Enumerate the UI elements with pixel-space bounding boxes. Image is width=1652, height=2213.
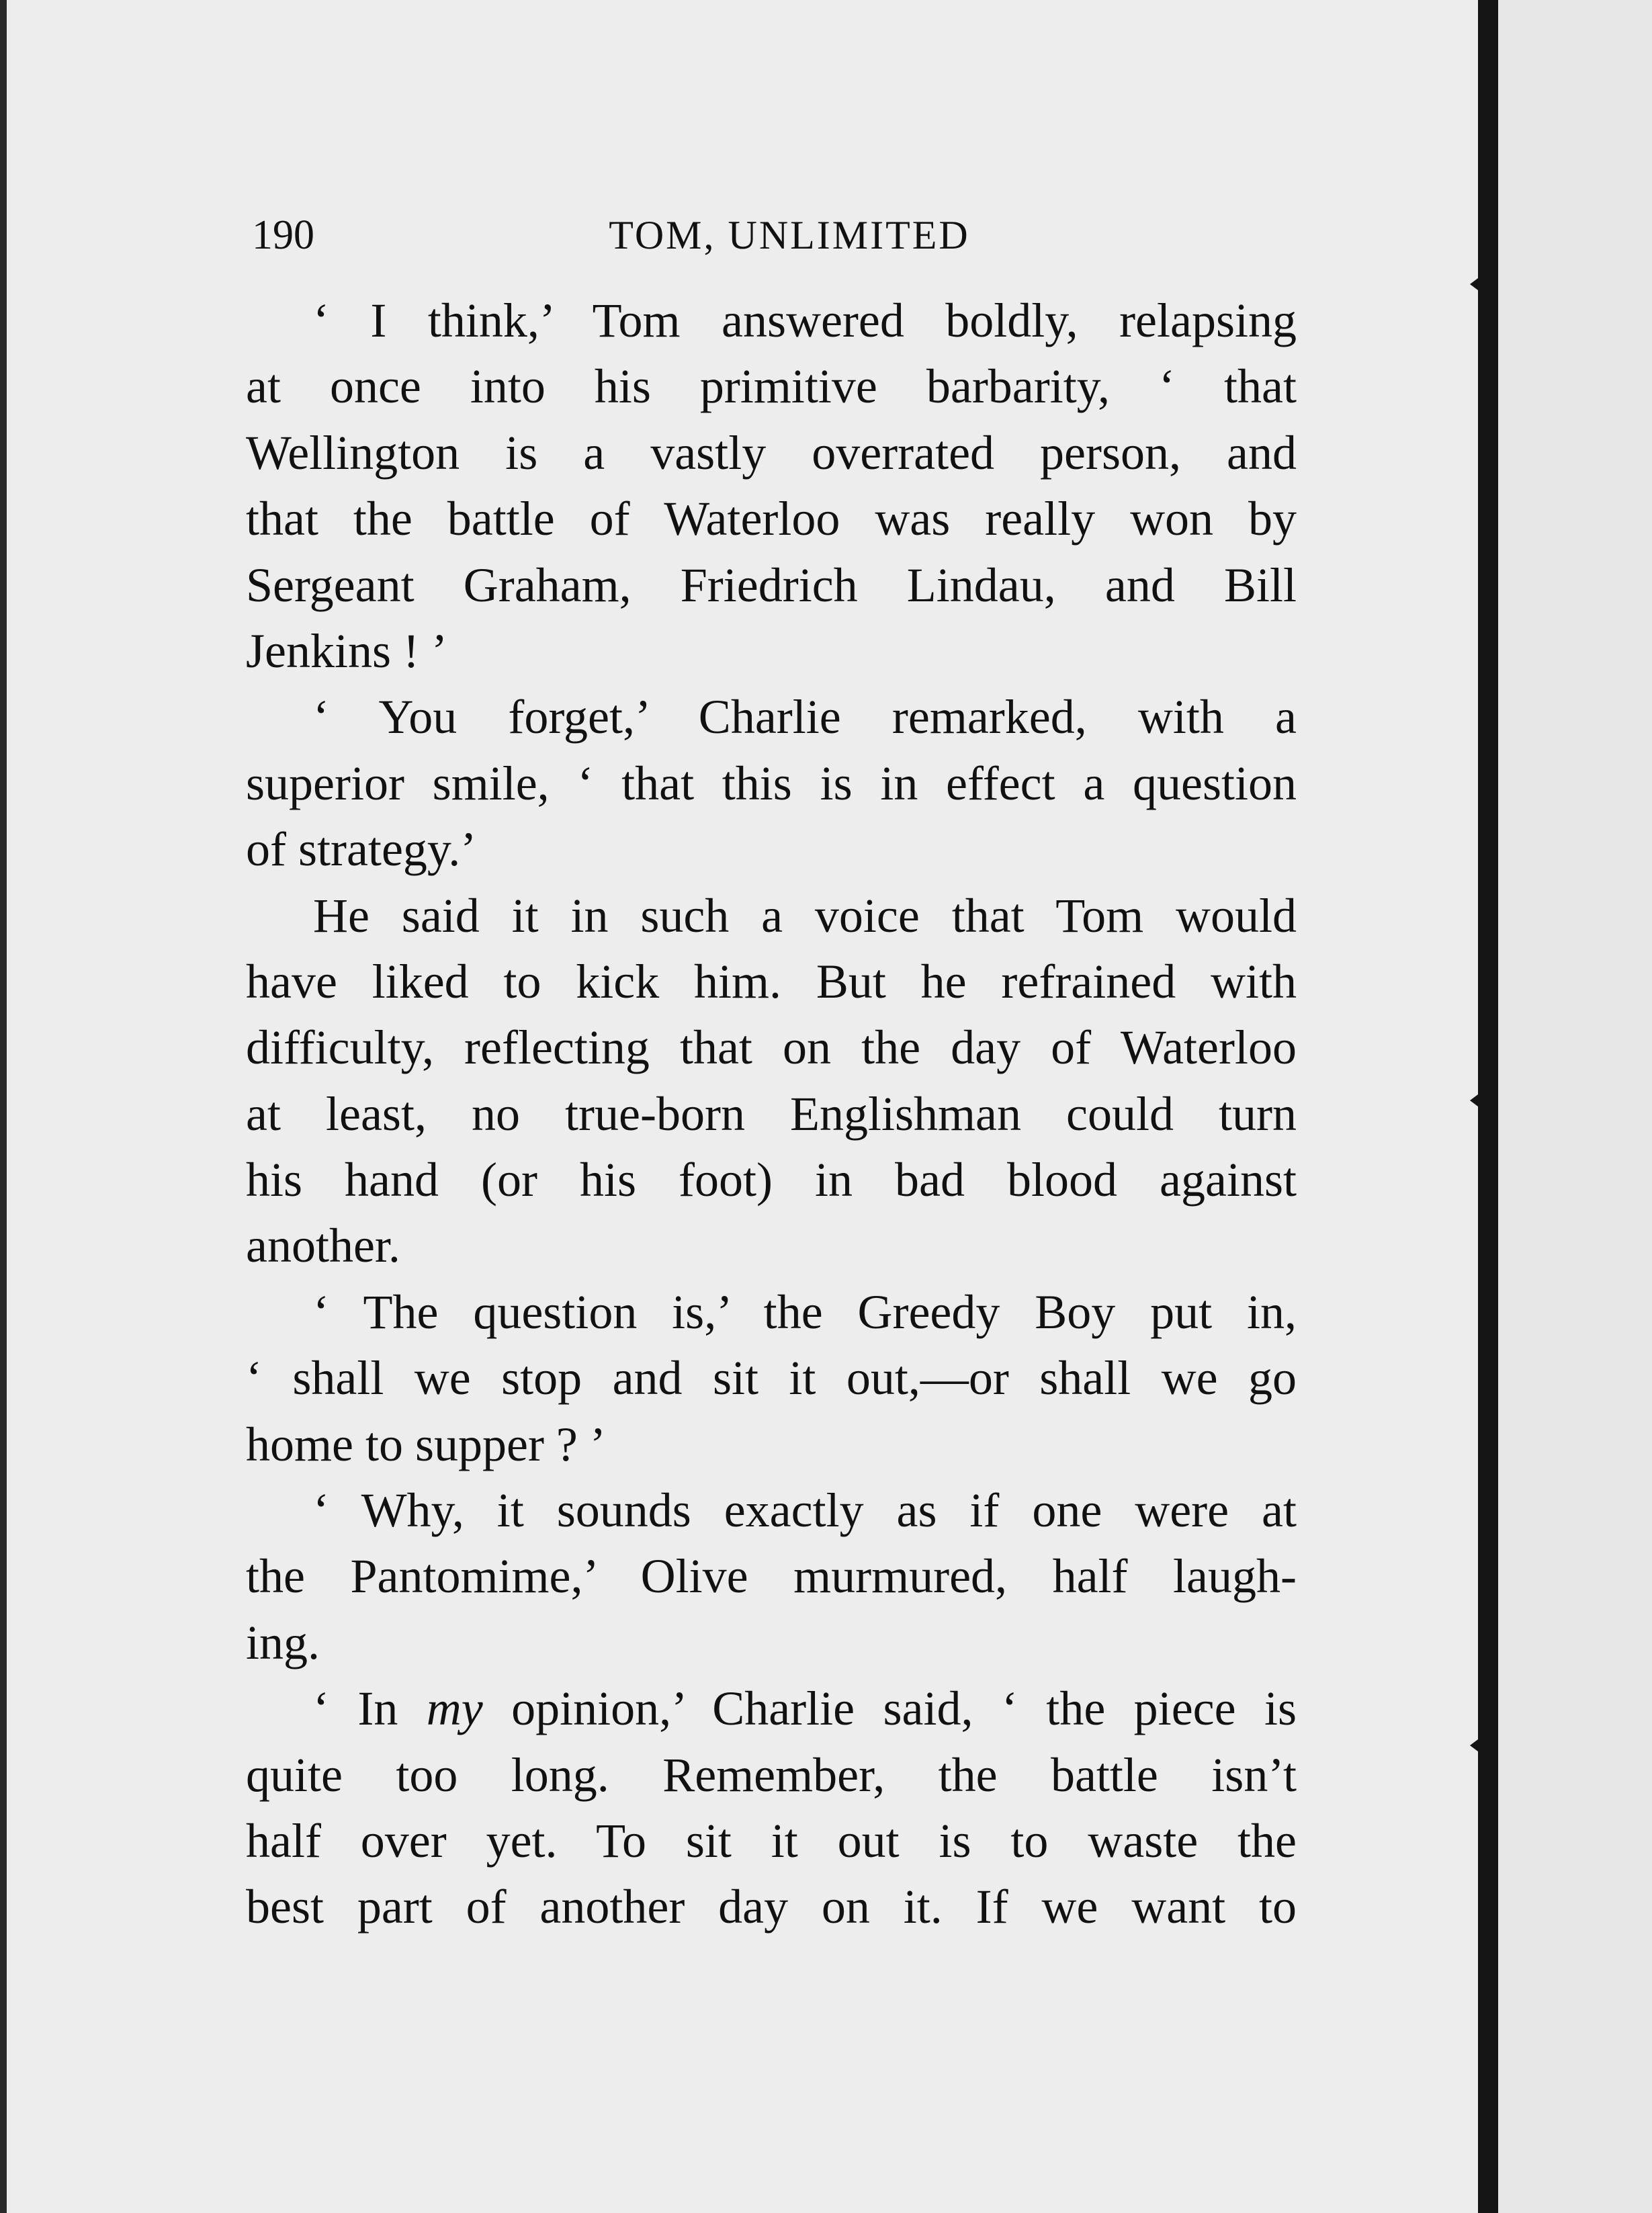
paragraph <box>246 1477 1297 1676</box>
page-header <box>252 205 1300 265</box>
text-line: another. <box>246 1219 400 1273</box>
text-line: have liked to kick him. But he refrained with <box>246 954 1297 1008</box>
adjacent-page-edge <box>1498 0 1652 2213</box>
gutter-notch <box>1470 1088 1486 1113</box>
text-line: ‘ Why, it sounds exactly as if one were at <box>313 1483 1297 1538</box>
text-line: best part of another day on it. If we want to <box>246 1880 1297 1934</box>
gutter-notch <box>1470 272 1486 296</box>
text-line: half over yet. To sit it out is to waste the <box>246 1813 1297 1868</box>
text-line: quite too long. Remember, the battle isn’t <box>246 1747 1297 1802</box>
text-line: at once into his primitive barbarity, ‘ that <box>246 359 1297 414</box>
paragraph <box>246 883 1297 1279</box>
paragraph <box>246 1676 1297 1940</box>
text-line: ing. <box>246 1615 320 1669</box>
text-line: home to supper ? ’ <box>246 1417 606 1471</box>
text-line: difficulty, reflecting that on the day of Waterloo <box>246 1021 1297 1075</box>
text-line: ‘ I think,’ Tom answered boldly, relapsing <box>313 294 1297 347</box>
paragraph <box>246 684 1297 882</box>
text-line: the Pantomime,’ Olive murmured, half laugh- <box>246 1549 1297 1604</box>
text-line: ‘ In my opinion,’ Charlie said, ‘ the piece is <box>313 1682 1297 1736</box>
text-line: superior smile, ‘ that this is in effect a question <box>246 756 1297 810</box>
text-line: at least, no true-born Englishman could turn <box>246 1086 1297 1141</box>
paragraph <box>246 288 1297 684</box>
text-line: Jenkins ! ’ <box>246 623 447 678</box>
emphasis: my <box>426 1682 483 1736</box>
page-number: 190 <box>252 212 314 258</box>
text-line: ‘ shall we stop and sit it out,—or shall we go <box>246 1351 1297 1405</box>
running-title: TOM, UNLIMITED <box>609 213 970 257</box>
text-line: Wellington is a vastly overrated person, and <box>246 425 1297 480</box>
text-line: that the battle of Waterloo was really won by <box>246 492 1297 546</box>
paragraph <box>246 1279 1297 1477</box>
text-line: Sergeant Graham, Friedrich Lindau, and Bill <box>246 558 1297 612</box>
text-line: his hand (or his foot) in bad blood against <box>246 1153 1297 1207</box>
text-line: He said it in such a voice that Tom would <box>313 888 1297 943</box>
text-line: of strategy.’ <box>246 822 477 877</box>
body-text <box>246 288 1297 1940</box>
gutter-notch <box>1470 1733 1486 1758</box>
text-line: ‘ The question is,’ the Greedy Boy put in, <box>313 1285 1297 1339</box>
text-line: ‘ You forget,’ Charlie remarked, with a <box>313 690 1297 744</box>
